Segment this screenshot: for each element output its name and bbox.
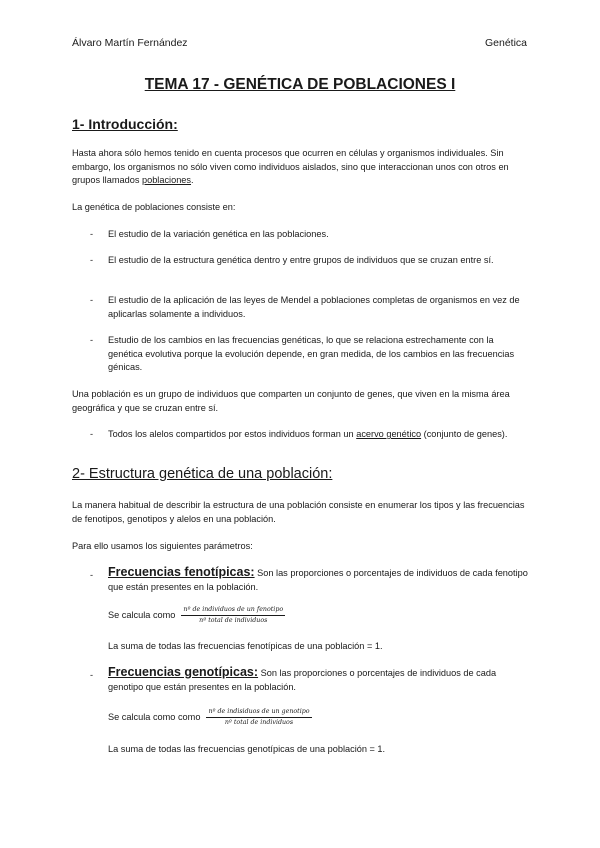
section-1-heading: 1- Introducción: bbox=[72, 116, 178, 132]
acervo-text: Todos los alelos compartidos por estos individuos forman un bbox=[108, 429, 357, 439]
list-item-text: El estudio de la variación genética en las poblaciones. bbox=[108, 229, 329, 239]
formula-fraction bbox=[181, 606, 285, 625]
bullet-dash: - bbox=[90, 670, 94, 680]
structure-paragraph: La manera habitual de describir la estructura de una población consiste en enumerar los tipos y las frecuencias de fenotipos, genotipos y alelos en una población. bbox=[72, 500, 525, 524]
bullet-dash: - bbox=[90, 570, 94, 580]
bullet-dash: - bbox=[90, 429, 94, 439]
list-item-text bbox=[108, 428, 530, 442]
formula-label: Se calcula como como bbox=[108, 711, 201, 722]
list-item-text: Estudio de los cambios en las frecuencias genéticas, lo que se relaciona estrechamente con la genética evolutiva porque la evolución depende, en gran medida, de los cambios en las frecuencias génicas. bbox=[108, 335, 515, 372]
bullet-dash: - bbox=[90, 255, 94, 265]
intro-text: Hasta ahora sólo hemos tenido en cuenta procesos que ocurren en células y organismos individuales. Sin embargo, los organismos no sólo viven como individuos aislados, sino que interaccionan unos con otros en grupos llamados bbox=[72, 148, 509, 185]
fraction-denominator: nº total de individuos bbox=[199, 617, 268, 624]
fraction-numerator: nº de indisiduos de un genotipo bbox=[206, 708, 311, 718]
list-item-text: El estudio de la aplicación de las leyes de Mendel a poblaciones completas de organismos en vez de aplicarlas solamente a individuos. bbox=[108, 295, 520, 319]
page-title: TEMA 17 - GENÉTICA DE POBLACIONES I bbox=[144, 76, 456, 93]
formula-fraction bbox=[206, 708, 311, 727]
list-item-text: El estudio de la estructura genética dentro y entre grupos de individuos que se cruzan entre sí. bbox=[108, 255, 494, 265]
population-definition: Una población es un grupo de individuos que comparten un conjunto de genes, que viven en la misma área geográfica y que se cruzan entre sí. bbox=[72, 389, 510, 413]
formula-label: Se calcula como bbox=[108, 609, 176, 620]
header-author: Álvaro Martín Fernández bbox=[72, 37, 188, 49]
bullet-dash: - bbox=[90, 335, 94, 345]
term-poblaciones: poblaciones bbox=[141, 175, 192, 185]
intro-period: . bbox=[191, 175, 194, 185]
formula-line bbox=[108, 708, 530, 727]
parameters-paragraph: Para ello usamos los siguientes parámetros: bbox=[72, 541, 253, 551]
term-acervo-genetico: acervo genético bbox=[356, 429, 422, 439]
genotipicas-desc: Son las proporciones o porcentajes de individuos de cada genotipo que están presentes en la población. bbox=[108, 668, 497, 692]
sum-text: La suma de todas las frecuencias fenotípicas de una población = 1. bbox=[108, 641, 383, 651]
fraction-denominator: nº total de individuos bbox=[224, 719, 294, 726]
fraction-numerator: nº de individuos de un fenotipo bbox=[181, 606, 285, 616]
list-item-text bbox=[108, 666, 530, 694]
bullet-dash: - bbox=[90, 295, 94, 305]
list-item-text bbox=[108, 566, 530, 594]
acervo-tail: (conjunto de genes). bbox=[421, 429, 508, 439]
intro-paragraph bbox=[72, 147, 532, 188]
section-2-heading: 2- Estructura genética de una población: bbox=[72, 466, 333, 482]
header-subject: Genética bbox=[484, 37, 527, 49]
term-frecuencias-genotipicas: Frecuencias genotípicas: bbox=[108, 665, 259, 679]
sum-text: La suma de todas las frecuencias genotípicas de una población = 1. bbox=[108, 744, 386, 754]
fenotipicas-desc: Son las proporciones o porcentajes de individuos de cada fenotipo que están presentes en la población. bbox=[108, 568, 528, 592]
term-frecuencias-fenotipicas: Frecuencias fenotípicas: bbox=[108, 565, 255, 579]
formula-line bbox=[108, 606, 530, 625]
consists-paragraph: La genética de poblaciones consiste en: bbox=[72, 202, 236, 212]
bullet-dash: - bbox=[90, 229, 94, 239]
